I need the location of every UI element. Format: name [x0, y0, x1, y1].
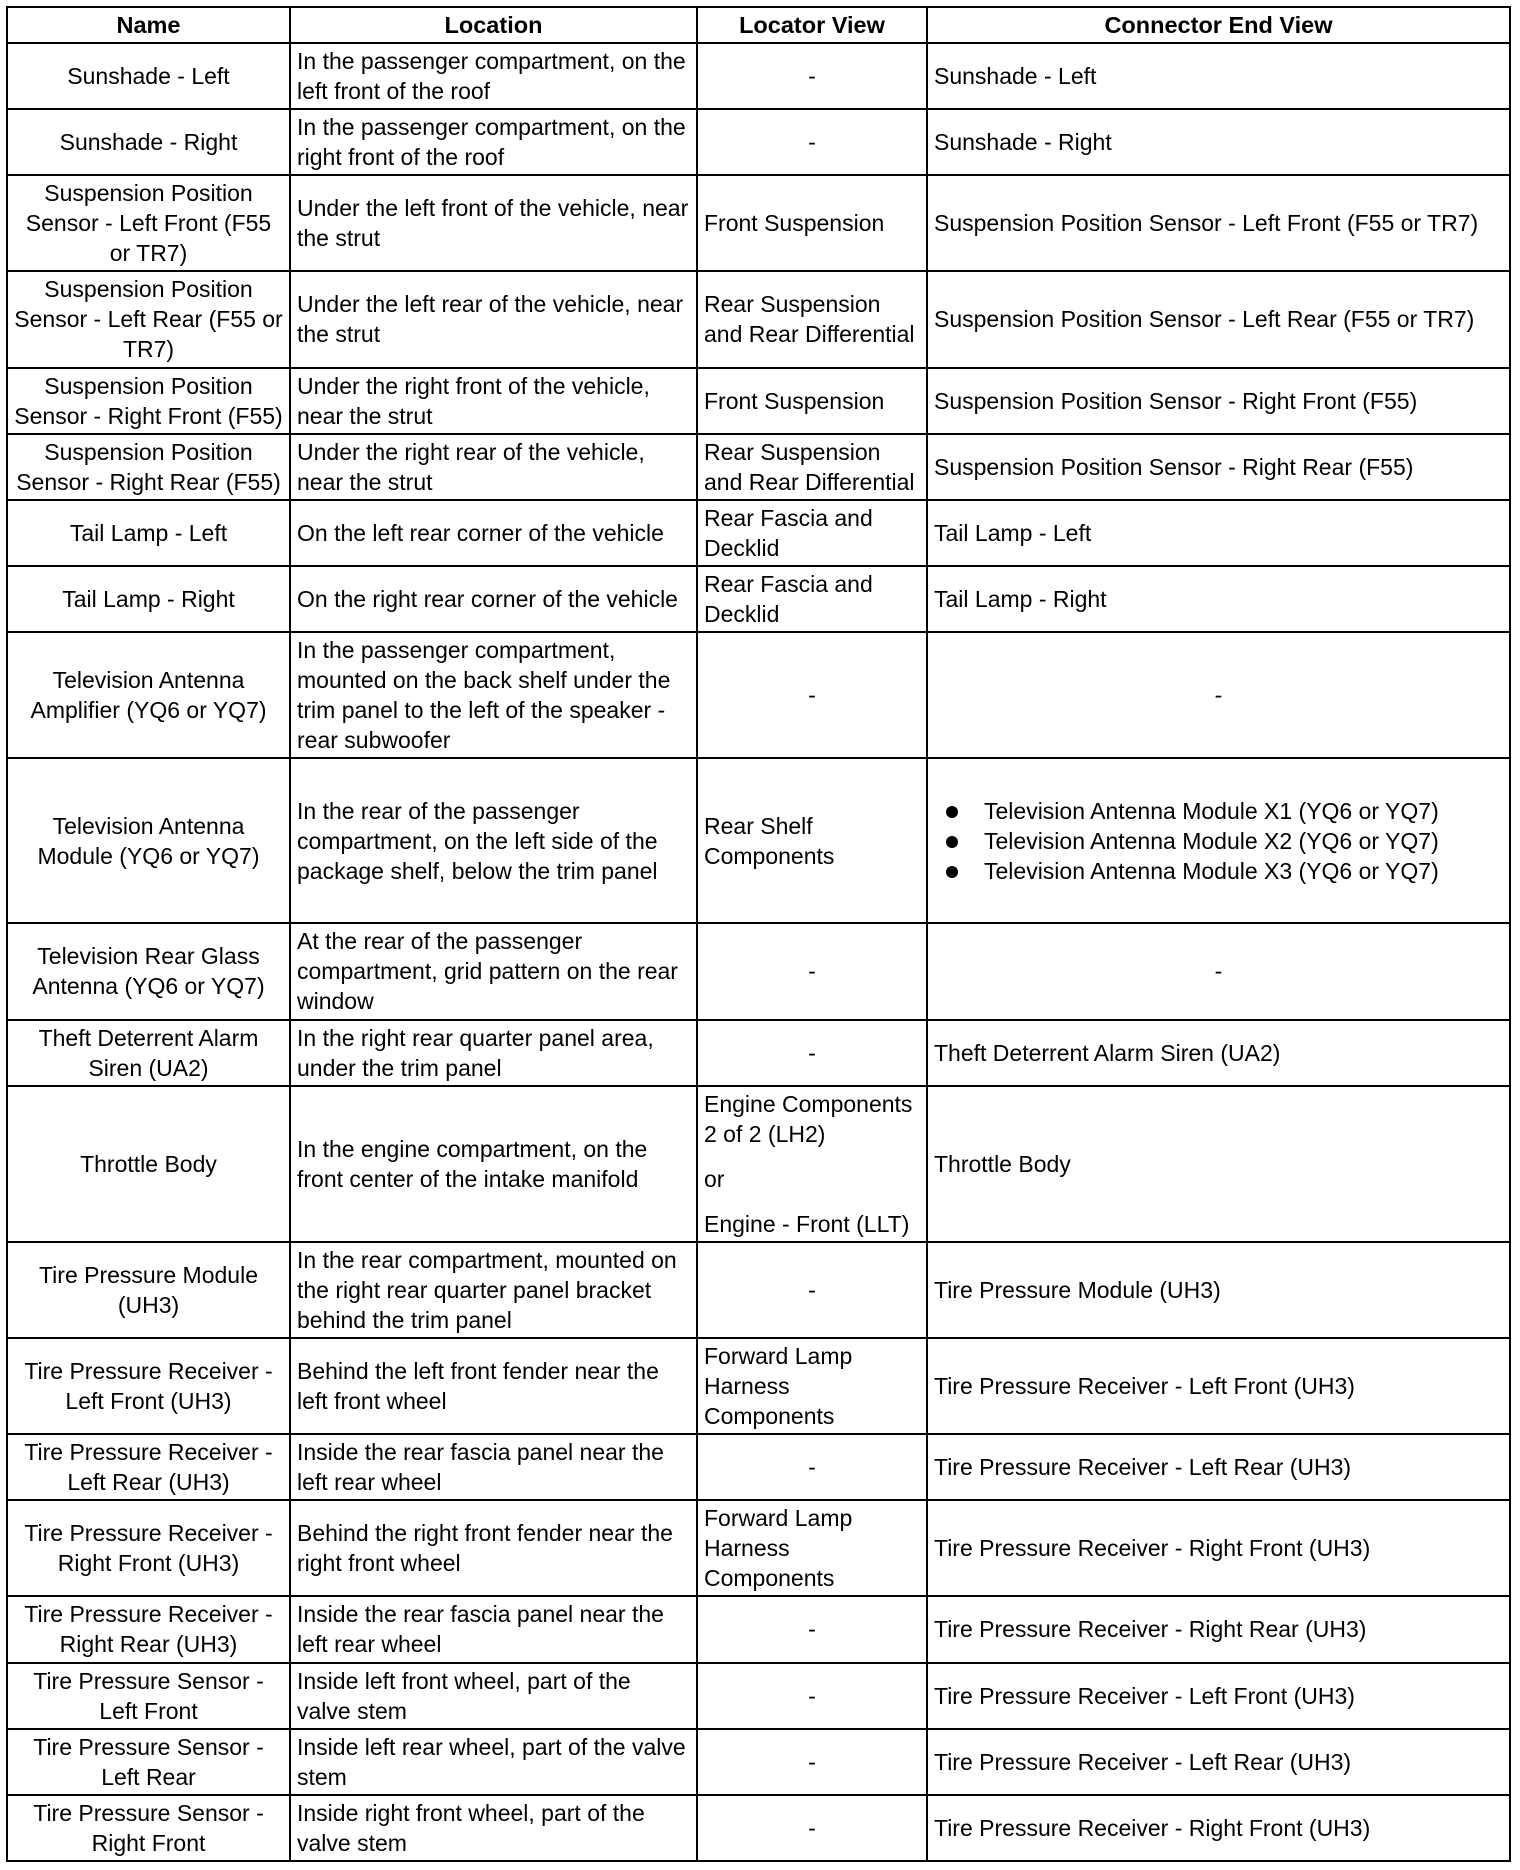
- cell-name: Tail Lamp - Right: [7, 566, 290, 632]
- cell-name: Throttle Body: [7, 1086, 290, 1242]
- cell-location: On the right rear corner of the vehicle: [290, 566, 697, 632]
- cell-name: Television Rear Glass Antenna (YQ6 or YQ7): [7, 923, 290, 1019]
- list-item: Television Antenna Module X2 (YQ6 or YQ7): [984, 826, 1503, 856]
- table-row: [7, 434, 1510, 500]
- cell-locator-view: Rear Suspension and Rear Differential: [697, 434, 927, 500]
- cell-location: On the left rear corner of the vehicle: [290, 500, 697, 566]
- table-row: [7, 1729, 1510, 1795]
- cell-name: Television Antenna Amplifier (YQ6 or YQ7): [7, 632, 290, 758]
- cell-locator-view: Front Suspension: [697, 368, 927, 434]
- table-row: [7, 632, 1510, 758]
- cell-name: Suspension Position Sensor - Left Rear (F55 or TR7): [7, 271, 290, 367]
- cell-locator-view: -: [697, 1795, 927, 1861]
- cell-name: Tire Pressure Receiver - Right Front (UH3): [7, 1500, 290, 1596]
- cell-location: Inside left front wheel, part of the valve stem: [290, 1663, 697, 1729]
- table-row: [7, 1242, 1510, 1338]
- cell-locator-view: Rear Fascia and Decklid: [697, 566, 927, 632]
- cell-location: At the rear of the passenger compartment, grid pattern on the rear window: [290, 923, 697, 1019]
- cell-name: Tire Pressure Module (UH3): [7, 1242, 290, 1338]
- cell-connector-end-view: Suspension Position Sensor - Right Front (F55): [927, 368, 1510, 434]
- cell-location: Inside the rear fascia panel near the left rear wheel: [290, 1434, 697, 1500]
- cell-name: Tire Pressure Receiver - Left Front (UH3): [7, 1338, 290, 1434]
- table-row: [7, 1795, 1510, 1861]
- cell-locator-view: Forward Lamp Harness Components: [697, 1338, 927, 1434]
- cell-name: Suspension Position Sensor - Left Front (F55 or TR7): [7, 175, 290, 271]
- list-item: Television Antenna Module X1 (YQ6 or YQ7): [984, 796, 1503, 826]
- cell-connector-end-view: -: [927, 632, 1510, 758]
- cell-locator-view: -: [697, 1020, 927, 1086]
- table-row: [7, 923, 1510, 1019]
- table-row: [7, 500, 1510, 566]
- cell-location: Behind the left front fender near the left front wheel: [290, 1338, 697, 1434]
- cell-locator-view: Forward Lamp Harness Components: [697, 1500, 927, 1596]
- cell-locator-view: -: [697, 43, 927, 109]
- cell-name: Theft Deterrent Alarm Siren (UA2): [7, 1020, 290, 1086]
- cell-connector-end-view: Theft Deterrent Alarm Siren (UA2): [927, 1020, 1510, 1086]
- cell-locator-view: -: [697, 1663, 927, 1729]
- cell-locator-view: -: [697, 1242, 927, 1338]
- table-row: [7, 566, 1510, 632]
- cell-name: Sunshade - Left: [7, 43, 290, 109]
- cell-connector-end-view: Tire Pressure Receiver - Left Front (UH3): [927, 1338, 1510, 1434]
- cell-location: In the passenger compartment, on the left front of the roof: [290, 43, 697, 109]
- cell-connector-end-view: Tire Pressure Receiver - Left Rear (UH3): [927, 1434, 1510, 1500]
- cell-location: In the rear compartment, mounted on the right rear quarter panel bracket behind the trim panel: [290, 1242, 697, 1338]
- cell-connector-end-view: [927, 758, 1510, 923]
- cell-name: Sunshade - Right: [7, 109, 290, 175]
- cell-locator-view: Front Suspension: [697, 175, 927, 271]
- cell-locator-view: -: [697, 923, 927, 1019]
- locator-or: or: [704, 1165, 725, 1192]
- cell-location: In the rear of the passenger compartment, on the left side of the package shelf, below the trim panel: [290, 758, 697, 923]
- header-row: [7, 7, 1510, 43]
- cell-connector-end-view: Suspension Position Sensor - Left Front (F55 or TR7): [927, 175, 1510, 271]
- cell-connector-end-view: Tire Pressure Receiver - Right Front (UH3): [927, 1795, 1510, 1861]
- cell-connector-end-view: Suspension Position Sensor - Left Rear (F55 or TR7): [927, 271, 1510, 367]
- cell-locator-view: Rear Shelf Components: [697, 758, 927, 923]
- cell-name: Tire Pressure Sensor - Left Rear: [7, 1729, 290, 1795]
- cell-locator-view: Rear Suspension and Rear Differential: [697, 271, 927, 367]
- cell-name: Tire Pressure Receiver - Left Rear (UH3): [7, 1434, 290, 1500]
- cell-connector-end-view: -: [927, 923, 1510, 1019]
- table-row: [7, 1020, 1510, 1086]
- cell-connector-end-view: Throttle Body: [927, 1086, 1510, 1242]
- cell-location: Behind the right front fender near the right front wheel: [290, 1500, 697, 1596]
- header-connector-end-view: Connector End View: [927, 7, 1510, 43]
- table-row: [7, 1338, 1510, 1434]
- cell-name: Tail Lamp - Left: [7, 500, 290, 566]
- table-row: [7, 758, 1510, 923]
- table-row: [7, 1500, 1510, 1596]
- cell-connector-end-view: Tail Lamp - Left: [927, 500, 1510, 566]
- table-row: [7, 368, 1510, 434]
- cell-connector-end-view: Tire Pressure Receiver - Right Rear (UH3): [927, 1596, 1510, 1662]
- table-row: [7, 1086, 1510, 1242]
- cell-locator-view: -: [697, 1729, 927, 1795]
- locator-line: Engine Components 2 of 2 (LH2): [704, 1090, 913, 1147]
- list-item: Television Antenna Module X3 (YQ6 or YQ7): [984, 856, 1503, 886]
- cell-connector-end-view: Sunshade - Left: [927, 43, 1510, 109]
- locator-line: Engine - Front (LLT): [704, 1210, 910, 1237]
- cell-locator-view: -: [697, 109, 927, 175]
- cell-location: Inside the rear fascia panel near the left rear wheel: [290, 1596, 697, 1662]
- table-row: [7, 43, 1510, 109]
- cell-connector-end-view: Tire Pressure Receiver - Left Rear (UH3): [927, 1729, 1510, 1795]
- cell-connector-end-view: Suspension Position Sensor - Right Rear (F55): [927, 434, 1510, 500]
- cell-location: Under the right rear of the vehicle, near the strut: [290, 434, 697, 500]
- cell-connector-end-view: Tire Pressure Module (UH3): [927, 1242, 1510, 1338]
- cell-locator-view: -: [697, 1434, 927, 1500]
- connector-list: [934, 796, 1503, 886]
- cell-connector-end-view: Tire Pressure Receiver - Right Front (UH3): [927, 1500, 1510, 1596]
- header-locator-view: Locator View: [697, 7, 927, 43]
- cell-name: Tire Pressure Sensor - Left Front: [7, 1663, 290, 1729]
- cell-location: In the passenger compartment, on the right front of the roof: [290, 109, 697, 175]
- table-row: [7, 175, 1510, 271]
- header-name: Name: [7, 7, 290, 43]
- cell-locator-view: [697, 1086, 927, 1242]
- cell-location: Under the left rear of the vehicle, near the strut: [290, 271, 697, 367]
- cell-connector-end-view: Tire Pressure Receiver - Left Front (UH3): [927, 1663, 1510, 1729]
- cell-name: Suspension Position Sensor - Right Front (F55): [7, 368, 290, 434]
- cell-location: Under the left front of the vehicle, near the strut: [290, 175, 697, 271]
- cell-connector-end-view: Sunshade - Right: [927, 109, 1510, 175]
- cell-name: Tire Pressure Receiver - Right Rear (UH3): [7, 1596, 290, 1662]
- cell-name: Suspension Position Sensor - Right Rear (F55): [7, 434, 290, 500]
- component-locator-table: [6, 6, 1511, 1862]
- cell-location: In the engine compartment, on the front center of the intake manifold: [290, 1086, 697, 1242]
- cell-locator-view: -: [697, 1596, 927, 1662]
- cell-name: Television Antenna Module (YQ6 or YQ7): [7, 758, 290, 923]
- cell-location: Inside left rear wheel, part of the valve stem: [290, 1729, 697, 1795]
- cell-name: Tire Pressure Sensor - Right Front: [7, 1795, 290, 1861]
- table-row: [7, 109, 1510, 175]
- cell-location: Inside right front wheel, part of the valve stem: [290, 1795, 697, 1861]
- table-row: [7, 271, 1510, 367]
- cell-locator-view: -: [697, 632, 927, 758]
- cell-location: Under the right front of the vehicle, near the strut: [290, 368, 697, 434]
- cell-connector-end-view: Tail Lamp - Right: [927, 566, 1510, 632]
- table-row: [7, 1596, 1510, 1662]
- cell-location: In the right rear quarter panel area, under the trim panel: [290, 1020, 697, 1086]
- cell-location: In the passenger compartment, mounted on the back shelf under the trim panel to the left of the speaker - rear subwoofer: [290, 632, 697, 758]
- header-location: Location: [290, 7, 697, 43]
- table-row: [7, 1434, 1510, 1500]
- table-row: [7, 1663, 1510, 1729]
- cell-locator-view: Rear Fascia and Decklid: [697, 500, 927, 566]
